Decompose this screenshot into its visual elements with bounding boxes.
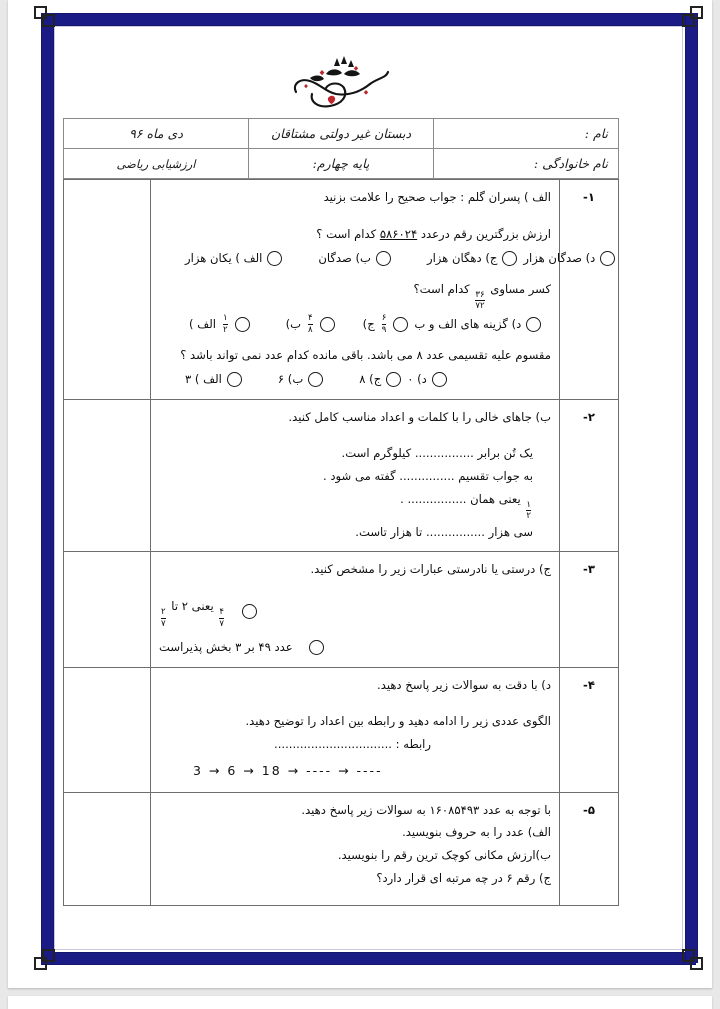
identity-header-table: [63, 118, 619, 179]
fraction-4-7: [219, 608, 224, 628]
spacer: [159, 434, 551, 442]
option-label: ب) ۶: [277, 372, 304, 387]
spacer: [159, 628, 551, 636]
table-row: [64, 792, 619, 905]
q3-statement-1-mid: یعنی ۲ تا: [167, 598, 218, 613]
q2-heading: ب) جاهای خالی را با کلمات و اعداد مناسب کامل کنید.: [288, 409, 551, 424]
spacer: [159, 336, 551, 344]
header-cell-name: [434, 119, 619, 149]
questions-table: [63, 179, 619, 906]
q1-part2-prompt-after: کدام است؟: [413, 281, 474, 296]
score-cell-1[interactable]: [64, 180, 151, 400]
q4-heading: د) با دقت به سوالات زیر پاسخ دهید.: [377, 677, 551, 692]
q4-body: الگوی عددی زیر را ادامه دهید و رابطه بین اعداد را توضیح دهید.: [245, 714, 551, 729]
spacer: [159, 889, 551, 897]
bismillah-calligraphy-icon: [282, 54, 400, 114]
option-label: ج) ۸: [359, 372, 382, 387]
q1-part2-options: [159, 313, 551, 336]
frame-bottom-bar: [41, 952, 696, 965]
fraction-denominator: ۸: [308, 324, 313, 335]
spacer: [159, 702, 551, 710]
table-row: [64, 399, 619, 552]
fraction-numerator: ۲: [161, 606, 166, 617]
q5-subpart-c: ج) رقم ۶ در چه مرتبه ای قرار دارد؟: [376, 870, 551, 885]
score-cell-4[interactable]: [64, 667, 151, 792]
fraction-numerator: ۶: [381, 313, 387, 324]
fraction-denominator: ۷: [161, 618, 166, 629]
header-cell-school: [249, 119, 434, 149]
option-label: د) صدگان هزار: [523, 251, 596, 266]
fraction-numerator: ۴: [219, 606, 224, 617]
q3-statement-1-text: [159, 595, 226, 628]
q1-heading: الف ) پسران گلم : جواب صحیح را علامت بزنید: [323, 190, 551, 204]
spacer: [159, 587, 551, 595]
header-row-2: [64, 149, 619, 179]
q1-part1-number: ۵۸۶۰۲۴: [379, 226, 418, 241]
q3-statement-1: [159, 595, 551, 628]
table-row: [64, 180, 619, 400]
school-label: دبستان غیر دولتی مشتاقان: [270, 126, 412, 141]
truefalse-bubble[interactable]: [309, 640, 324, 655]
fraction-1-2: [223, 314, 228, 334]
option-alef[interactable]: [189, 313, 250, 336]
option-be[interactable]: [286, 313, 335, 336]
date-label: دی ماه ۹۶: [129, 126, 183, 141]
q1-part3-options: [159, 368, 551, 391]
q3-statement-2-text: عدد ۴۹ بر ۳ بخش پذیراست: [159, 640, 293, 655]
question-body-4: [151, 667, 560, 792]
question-number-4: ۴-: [560, 667, 619, 792]
option-bubble[interactable]: [308, 372, 323, 387]
selection-handle-top-right-inner[interactable]: [682, 14, 695, 27]
document-content: [63, 30, 619, 946]
q2-blank-1: یک تُن برابر ................ کیلوگرم است.: [341, 446, 533, 461]
fraction-6-9: [382, 314, 387, 334]
document-page: [8, 0, 712, 988]
option-be[interactable]: [318, 247, 391, 270]
header-cell-family: [434, 149, 619, 179]
selection-handle-bottom-right-inner[interactable]: [682, 949, 695, 962]
option-bubble[interactable]: [235, 317, 250, 332]
fraction-numerator: ۴: [308, 313, 313, 324]
option-bubble[interactable]: [432, 372, 447, 387]
grade-label: پایه چهارم:: [312, 156, 370, 171]
table-row: [64, 552, 619, 667]
q5-heading-number: ۱۶۰۸۵۴۹۳: [429, 802, 480, 817]
fraction-numerator: ۱: [526, 499, 531, 510]
fraction-2-7: [161, 608, 166, 628]
q5-subpart-b: ب)ارزش مکانی کوچک ترین رقم را بنویسید.: [337, 848, 551, 863]
fraction-36-72: [475, 291, 484, 311]
subject-label: ارزشیابی ریاضی: [116, 156, 196, 171]
fraction-4-8: [308, 314, 313, 334]
q5-heading: [159, 799, 551, 822]
fraction-denominator: ۹: [381, 324, 387, 335]
option-be[interactable]: [278, 368, 323, 391]
header-cell-subject: [64, 149, 249, 179]
q1-part3-prompt: مقسوم علیه تقسیمی عدد ۸ می باشد. باقی مانده کدام عدد نمی تواند باشد ؟: [180, 347, 551, 362]
q3-heading: ج) درستی یا نادرستی عبارات زیر را مشخص کنید.: [310, 562, 551, 577]
q5-heading-after: به سوالات زیر پاسخ دهید.: [301, 802, 430, 817]
q1-part2-prompt-before: کسر مساوی: [486, 281, 551, 296]
q1-part1-prompt: [159, 223, 551, 246]
q1-part2-prompt: [159, 278, 551, 311]
score-cell-2[interactable]: [64, 399, 151, 552]
option-jim[interactable]: [359, 368, 401, 391]
q1-part1-prompt-before: ارزش بزرگترین رقم درعدد: [417, 226, 551, 241]
q2-blank-2: به جواب تقسیم ............... گفته می شود .: [323, 468, 533, 483]
option-bubble[interactable]: [376, 251, 391, 266]
spacer: [159, 215, 551, 223]
q1-part1-options: [159, 247, 596, 270]
option-label: د) گزینه های الف و ب: [414, 316, 522, 331]
frame-right-bar: [685, 13, 698, 963]
option-jim[interactable]: [427, 247, 517, 270]
option-bubble[interactable]: [320, 317, 335, 332]
score-cell-3[interactable]: [64, 552, 151, 667]
spacer: [159, 270, 551, 278]
option-label: ج) دهگان هزار: [426, 251, 498, 266]
option-bubble[interactable]: [386, 372, 401, 387]
q4-relation-label: رابطه : ................................: [274, 736, 431, 751]
question-body-2: [151, 399, 560, 552]
option-bubble[interactable]: [227, 372, 242, 387]
q4-number-pattern: 3 → 6 → 18 → ---- → ----: [193, 763, 383, 779]
q5-subpart-a: الف) عدد را به حروف بنویسید.: [402, 825, 551, 840]
q5-heading-before: با توجه به عدد: [479, 802, 551, 817]
option-label: الف ): [189, 316, 216, 331]
fraction-numerator: ۱: [222, 313, 228, 324]
question-body-3: [151, 552, 560, 667]
option-bubble[interactable]: [267, 251, 282, 266]
option-label: ج): [362, 316, 375, 331]
option-label: د) ۰: [407, 372, 427, 387]
bismillah-header: [63, 30, 619, 116]
header-cell-grade: [249, 149, 434, 179]
option-dal[interactable]: [414, 313, 541, 336]
q2-blank-3: سی هزار ................ تا هزار تاست.: [355, 524, 533, 539]
q3-statement-2: [159, 636, 551, 659]
option-bubble[interactable]: [393, 317, 408, 332]
option-dal[interactable]: [523, 247, 615, 270]
family-name-label: نام خانوادگی :: [533, 156, 608, 171]
score-cell-5[interactable]: [64, 792, 151, 905]
question-body-5: [151, 792, 560, 905]
fraction-denominator: ۲: [222, 324, 228, 335]
question-number-1: ۱-: [560, 180, 619, 400]
page-gutter: [8, 996, 712, 1009]
option-bubble[interactable]: [526, 317, 541, 332]
q2-fraction-blank-text: یعنی همان ................ .: [400, 491, 525, 506]
q1-part1-prompt-after: کدام است ؟: [316, 226, 380, 241]
selection-handle-top-left-inner[interactable]: [42, 14, 55, 27]
option-alef[interactable]: [185, 247, 282, 270]
frame-left-bar: [41, 13, 54, 963]
truefalse-bubble[interactable]: [242, 604, 257, 619]
option-alef[interactable]: [185, 368, 242, 391]
question-number-3: ۳-: [560, 552, 619, 667]
question-number-5: ۵-: [560, 792, 619, 905]
q2-fraction-blank: [159, 488, 551, 521]
fraction-denominator: ۲: [526, 511, 531, 522]
option-dal[interactable]: [407, 368, 447, 391]
name-label: نام :: [584, 126, 608, 141]
question-number-2: ۲-: [560, 399, 619, 552]
fraction-1-2: [526, 501, 531, 521]
option-label: الف ) ۳: [185, 372, 222, 387]
option-jim[interactable]: [363, 313, 409, 336]
header-row-1: [64, 119, 619, 149]
table-row: [64, 667, 619, 792]
fraction-denominator: ۷۲: [475, 301, 485, 312]
option-bubble[interactable]: [502, 251, 517, 266]
fraction-numerator: ۳۶: [475, 289, 485, 300]
option-bubble[interactable]: [600, 251, 615, 266]
frame-top-bar: [41, 13, 696, 26]
option-label: الف ) یکان هزار: [185, 251, 263, 266]
fraction-denominator: ۷: [219, 618, 224, 629]
option-label: ب) صدگان: [318, 251, 371, 266]
option-label: ب): [285, 316, 302, 331]
question-body-1: [151, 180, 596, 400]
selection-handle-bottom-left-inner[interactable]: [42, 949, 55, 962]
header-cell-date: [64, 119, 249, 149]
